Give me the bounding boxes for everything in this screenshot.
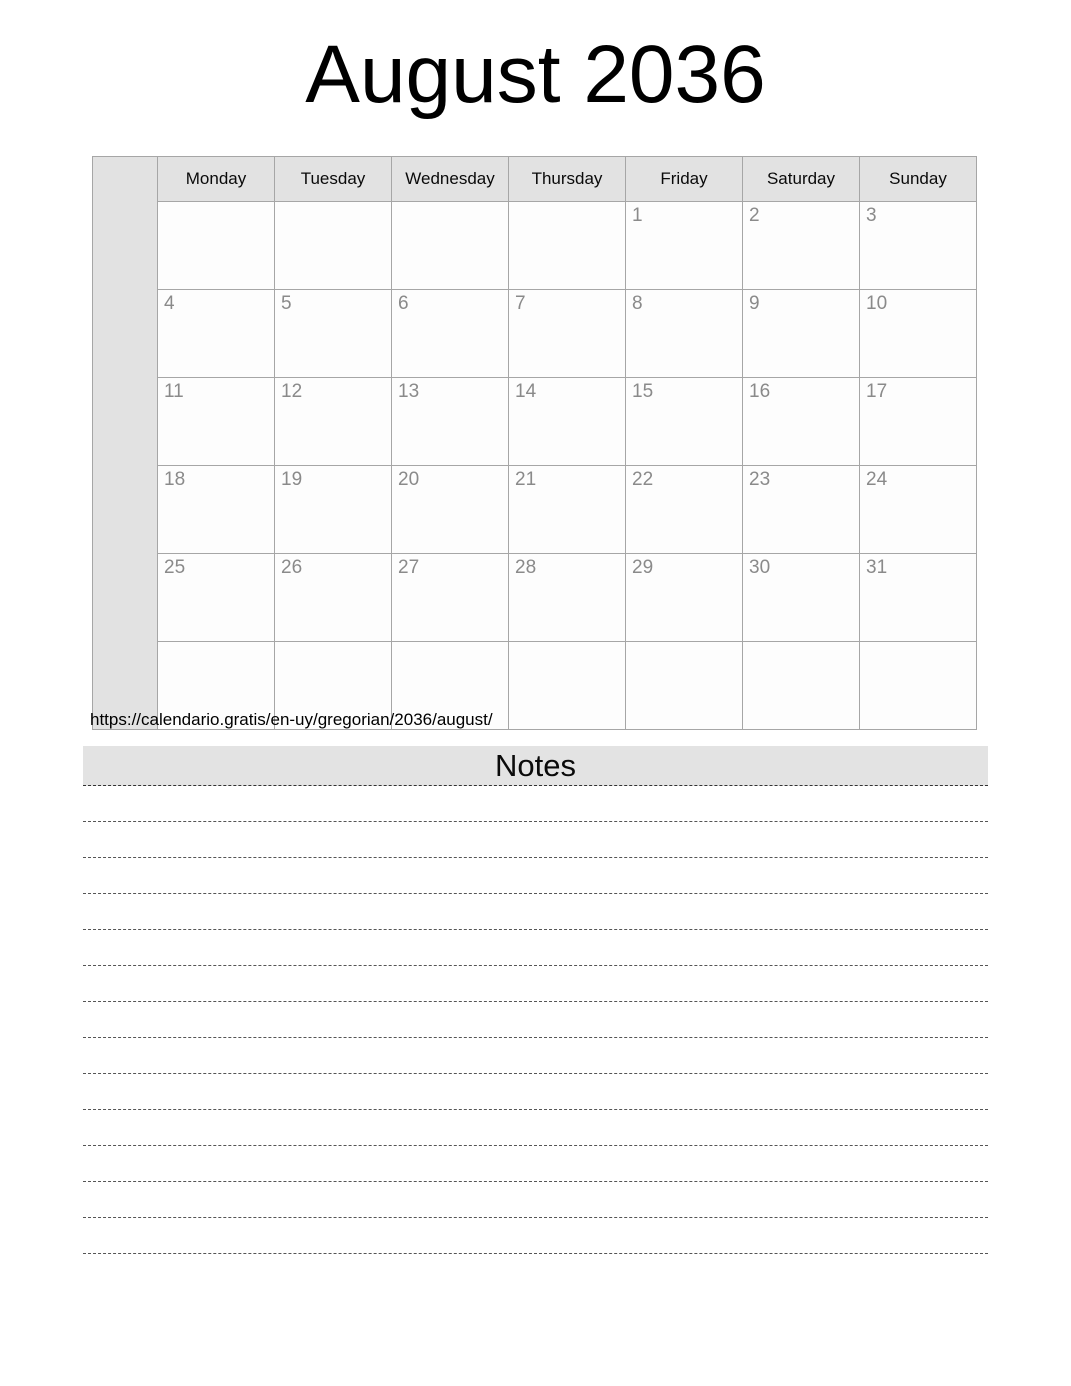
notes-line <box>83 930 988 966</box>
day-cell: 1 <box>626 202 743 290</box>
day-cell: 28 <box>509 554 626 642</box>
day-cell: 25 <box>158 554 275 642</box>
notes-line <box>83 1182 988 1218</box>
week-row <box>93 202 977 290</box>
day-cell: 15 <box>626 378 743 466</box>
day-cell <box>509 202 626 290</box>
day-cell: 29 <box>626 554 743 642</box>
day-cell: 20 <box>392 466 509 554</box>
day-cell: 11 <box>158 378 275 466</box>
day-cell: 16 <box>743 378 860 466</box>
day-cell: 24 <box>860 466 977 554</box>
day-cell: 27 <box>392 554 509 642</box>
notes-line <box>83 1218 988 1254</box>
day-cell: 3 <box>860 202 977 290</box>
weekday-thursday: Thursday <box>509 157 626 202</box>
notes-line <box>83 966 988 1002</box>
source-url-text: https://calendario.gratis/en-uy/gregorian/2036/august/ <box>90 710 493 729</box>
day-cell: 9 <box>743 290 860 378</box>
day-cell: 4 <box>158 290 275 378</box>
week-row <box>93 290 977 378</box>
calendar-table <box>92 156 977 730</box>
weekday-tuesday: Tuesday <box>275 157 392 202</box>
weekday-header-row <box>93 157 977 202</box>
day-cell: 17 <box>860 378 977 466</box>
notes-header-bar <box>83 746 988 786</box>
day-cell: 26 <box>275 554 392 642</box>
day-cell <box>626 642 743 730</box>
day-cell: 13 <box>392 378 509 466</box>
day-cell: 5 <box>275 290 392 378</box>
notes-line <box>83 894 988 930</box>
day-cell <box>275 202 392 290</box>
weekday-monday: Monday <box>158 157 275 202</box>
weekday-saturday: Saturday <box>743 157 860 202</box>
day-cell <box>860 642 977 730</box>
notes-line <box>83 1146 988 1182</box>
day-cell: 21 <box>509 466 626 554</box>
weekday-sunday: Sunday <box>860 157 977 202</box>
notes-line <box>83 1002 988 1038</box>
week-row <box>93 378 977 466</box>
day-cell <box>158 202 275 290</box>
day-cell: 19 <box>275 466 392 554</box>
day-cell: 23 <box>743 466 860 554</box>
weekday-wednesday: Wednesday <box>392 157 509 202</box>
day-cell: 31 <box>860 554 977 642</box>
day-cell: 2 <box>743 202 860 290</box>
notes-line <box>83 1038 988 1074</box>
week-row <box>93 554 977 642</box>
day-cell: 6 <box>392 290 509 378</box>
notes-lines <box>83 786 988 1254</box>
day-cell <box>509 642 626 730</box>
day-cell: 22 <box>626 466 743 554</box>
day-cell: 7 <box>509 290 626 378</box>
day-cell: 8 <box>626 290 743 378</box>
page-title: August 2036 <box>305 29 766 120</box>
day-cell <box>743 642 860 730</box>
notes-line <box>83 858 988 894</box>
weekday-friday: Friday <box>626 157 743 202</box>
day-cell: 18 <box>158 466 275 554</box>
day-cell: 14 <box>509 378 626 466</box>
notes-line <box>83 1074 988 1110</box>
day-cell: 12 <box>275 378 392 466</box>
notes-line <box>83 786 988 822</box>
day-cell: 30 <box>743 554 860 642</box>
notes-section <box>83 746 988 1254</box>
week-row <box>93 466 977 554</box>
notes-line <box>83 1110 988 1146</box>
calendar-left-margin <box>93 157 158 730</box>
notes-title: Notes <box>495 747 576 783</box>
notes-line <box>83 822 988 858</box>
day-cell: 10 <box>860 290 977 378</box>
day-cell <box>392 202 509 290</box>
